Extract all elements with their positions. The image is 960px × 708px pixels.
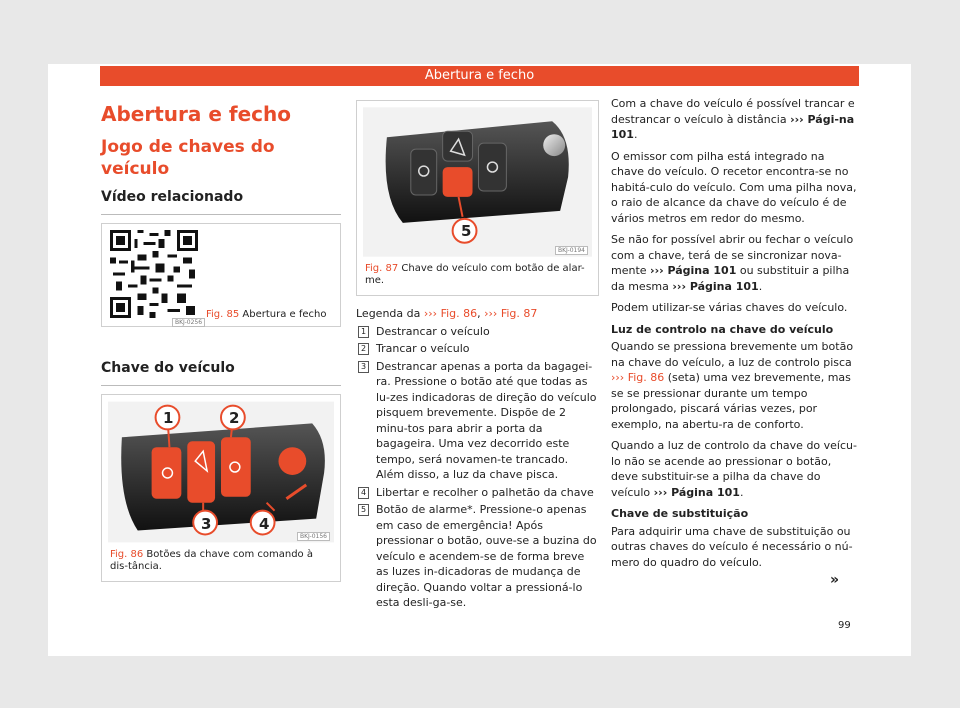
legend-number: 1 <box>358 326 369 338</box>
figure-86-text: Botões da chave com comando à dis-tância. <box>110 549 313 572</box>
figure-87-caption <box>357 257 598 295</box>
key-remote-icon <box>108 401 334 543</box>
callout-1: 1 <box>163 409 174 427</box>
legend-heading <box>356 306 599 322</box>
link-page-101[interactable]: ››› Pági-na 101 <box>611 112 855 141</box>
figure-86-label: Fig. 86 <box>110 549 144 560</box>
legend-text: Trancar o veículo <box>376 342 470 355</box>
figure-86-caption <box>102 543 340 581</box>
heading-control-light: Luz de controlo na chave do veículo <box>611 322 834 336</box>
legend-number: 5 <box>358 504 369 516</box>
link-page-101[interactable]: ››› Página 101 <box>650 264 737 277</box>
column-middle <box>356 96 599 613</box>
text: . <box>633 128 638 141</box>
video-heading: Vídeo relacionado <box>101 188 341 215</box>
alarm-key-icon <box>363 107 592 257</box>
qr-code-icon <box>108 230 200 318</box>
paragraph-emitter: O emissor com pilha está integrado na chave do veículo. O recetor encontra-se no habitá-culo do veículo. Com uma pilha nova, o raio de alcance da chave do veículo é de vários metros em redor do mesmo. <box>611 149 857 225</box>
figure-85-label: Fig. 85 <box>206 309 240 320</box>
callout-4: 4 <box>259 515 270 533</box>
paragraph-remote <box>611 96 859 143</box>
list-item <box>356 341 599 357</box>
text: Quando a luz de controlo da chave do veícu-lo não se acende ao pressionar o botão, deve substituir-se a pilha da chave do veículo <box>611 439 857 499</box>
continue-marker: » <box>830 572 840 588</box>
callout-2: 2 <box>229 409 240 427</box>
list-item <box>356 324 599 340</box>
list-item <box>356 502 599 611</box>
legend-ref-fig87[interactable]: ››› Fig. 87 <box>484 307 538 320</box>
text: Quando se pressiona brevemente um botão na chave do veículo, a luz de controlo pisca <box>611 340 854 369</box>
paragraph-multiple-keys: Podem utilizar-se várias chaves do veículo. <box>611 301 848 314</box>
callout-5: 5 <box>461 222 472 240</box>
paragraph-control-light <box>611 339 859 432</box>
paragraph-replacement-key: Para adquirir uma chave de substituição ou outras chaves do veículo é necessário o nú-mero do quadro do veículo. <box>611 524 853 569</box>
figure-87-code: BKJ-0194 <box>555 246 588 255</box>
heading-replacement-key: Chave de substituição <box>611 507 749 520</box>
figure-85-code: BKJ-0256 <box>172 318 205 327</box>
legend-prefix: Legenda da <box>356 307 421 320</box>
figure-85-text: Abertura e fecho <box>242 309 327 320</box>
main-title: Abertura e fecho <box>101 102 291 126</box>
legend-text: Destrancar o veículo <box>376 324 490 338</box>
key-heading: Chave do veículo <box>101 359 341 386</box>
legend-text: Libertar e recolher o palhetão da chave <box>376 485 594 499</box>
legend-text: Botão de alarme*. Pressione-o apenas em caso de emergência! Após pressionar o botão, ouve-se a buzina do veículo e acendem-se de forma breve as luzes in-dicadoras de mudança de direção. Quando voltar a pressioná-lo esta desli-ga-se. <box>376 503 597 609</box>
legend-number: 3 <box>358 361 369 373</box>
key-remote-photo <box>108 401 334 543</box>
text: Se não for possível abrir ou fechar o veículo com a chave, terá de se sincronizar nova-mente <box>611 233 854 277</box>
legend-list <box>356 324 599 611</box>
column-left <box>101 96 341 582</box>
figure-87 <box>356 100 599 296</box>
legend-number: 2 <box>358 343 369 355</box>
legend-sep: , <box>477 307 481 320</box>
paragraph-sync <box>611 232 859 294</box>
sub-title: Jogo de chaves do veículo <box>101 137 275 179</box>
legend-text: Destrancar apenas a porta da bagagei-ra. Pressione o botão até que todas as lu-zes indicadoras de direção do veículo pisquem brevemente. Dispõe de 2 minu-tos para abrir a porta da bagageira. Uma vez decorrido este tempo, será novamen-te trancado. Além disso, a luz da chave pisca. <box>376 359 597 481</box>
legend-ref-fig86[interactable]: ››› Fig. 86 <box>423 307 478 320</box>
text: . <box>758 279 763 293</box>
text: ou substituir a pilha da mesma <box>611 264 850 293</box>
figure-85-caption <box>206 309 327 320</box>
legend-number: 4 <box>358 487 369 499</box>
figure-87-label: Fig. 87 <box>365 263 399 274</box>
list-item <box>356 359 599 483</box>
callout-3: 3 <box>201 515 212 533</box>
link-page-101[interactable]: ››› Página 101 <box>672 279 759 293</box>
page-number: 99 <box>838 620 851 631</box>
figure-86-code: BKJ-0156 <box>297 532 330 541</box>
paragraph-battery <box>611 438 859 500</box>
running-header: Abertura e fecho <box>100 66 859 86</box>
figure-86 <box>101 394 341 582</box>
text: Com a chave do veículo é possível trancar e destrancar o veículo à distância <box>611 97 855 126</box>
text: . <box>739 485 744 499</box>
figure-85[interactable] <box>101 223 341 327</box>
list-item <box>356 485 599 501</box>
qr-code-image[interactable] <box>108 230 200 318</box>
column-right <box>611 96 859 576</box>
alarm-key-photo <box>363 107 592 257</box>
link-fig-86[interactable]: ››› Fig. 86 <box>611 371 665 384</box>
link-page-101[interactable]: ››› Página 101 <box>653 485 740 499</box>
text: (seta) uma vez brevemente, mas se se pressionar durante um tempo prolongado, piscará várias vezes, por exemplo, na abertu-ra de conforto. <box>611 371 851 431</box>
figure-87-text: Chave do veículo com botão de alar-me. <box>365 263 585 286</box>
